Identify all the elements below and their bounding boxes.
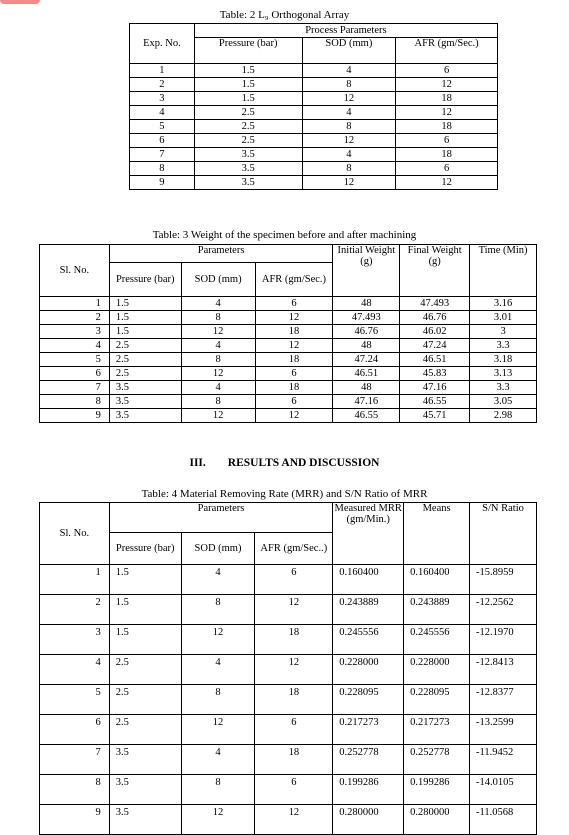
afr-cell: 18 (255, 685, 333, 715)
pressure-cell: 3.5 (109, 745, 181, 775)
specimen-weight-table (39, 244, 537, 423)
pressure-cell: 3.5 (109, 381, 181, 395)
sod-cell: 12 (181, 625, 255, 655)
afr-cell: 12 (396, 106, 498, 120)
measured-mrr-cell: 0.245556 (333, 625, 404, 655)
afr-header: AFR (gm/Sec.) (396, 38, 498, 64)
means-cell: 0.199286 (404, 775, 470, 805)
time-cell: 3.3 (470, 381, 537, 395)
sod-cell: 4 (181, 297, 255, 311)
sod-cell: 4 (302, 64, 396, 78)
table-row (130, 78, 498, 92)
sod-cell: 12 (302, 134, 396, 148)
pressure-cell: 3.5 (109, 805, 181, 835)
exp-no-cell: 3 (130, 92, 195, 106)
sn-ratio-cell: -12.1970 (470, 625, 537, 655)
pressure-cell: 3.5 (194, 162, 302, 176)
sl-no-cell: 4 (40, 655, 110, 685)
table-row (130, 148, 498, 162)
pressure-cell: 2.5 (109, 655, 181, 685)
pressure-cell: 1.5 (194, 64, 302, 78)
pressure-cell: 1.5 (194, 78, 302, 92)
pressure-cell: 2.5 (194, 120, 302, 134)
exp-no-cell: 1 (130, 64, 195, 78)
table-row (40, 297, 537, 311)
afr-cell: 6 (255, 297, 333, 311)
sod-cell: 8 (181, 595, 255, 625)
initial-weight-cell: 46.76 (333, 325, 400, 339)
table-row (40, 367, 537, 381)
time-cell: 3.16 (470, 297, 537, 311)
sl-no-cell: 2 (40, 595, 110, 625)
time-header: Time (Min) (470, 245, 537, 297)
sn-ratio-cell: -13.2599 (470, 715, 537, 745)
sod-header: SOD (mm) (181, 533, 255, 565)
sod-cell: 4 (302, 106, 396, 120)
parameters-header: Parameters (109, 245, 333, 263)
section-number: III. (189, 457, 206, 469)
pressure-cell: 2.5 (109, 353, 181, 367)
sn-ratio-cell: -11.0568 (470, 805, 537, 835)
exp-no-cell: 7 (130, 148, 195, 162)
sn-ratio-cell: -12.8377 (470, 685, 537, 715)
afr-cell: 18 (255, 353, 333, 367)
table-row (40, 409, 537, 423)
table-row (130, 120, 498, 134)
final-weight-cell: 45.71 (400, 409, 470, 423)
exp-no-cell: 5 (130, 120, 195, 134)
sod-cell: 4 (181, 655, 255, 685)
initial-weight-cell: 47.16 (333, 395, 400, 409)
afr-cell: 18 (255, 745, 333, 775)
afr-cell: 18 (396, 92, 498, 106)
measured-mrr-cell: 0.199286 (333, 775, 404, 805)
sl-no-cell: 9 (40, 805, 110, 835)
sod-cell: 4 (181, 565, 255, 595)
sod-cell: 8 (181, 395, 255, 409)
means-cell: 0.228095 (404, 685, 470, 715)
pressure-cell: 1.5 (109, 311, 181, 325)
exp-no-cell: 4 (130, 106, 195, 120)
final-weight-header: Final Weight (g) (400, 245, 470, 297)
sn-ratio-cell: -12.8413 (470, 655, 537, 685)
sod-cell: 8 (181, 685, 255, 715)
pressure-cell: 2.5 (109, 339, 181, 353)
pressure-cell: 2.5 (194, 134, 302, 148)
orthogonal-array-table (129, 23, 498, 190)
table-row (40, 745, 537, 775)
initial-weight-cell: 47.493 (333, 311, 400, 325)
table-4-caption: Table: 4 Material Removing Rate (MRR) and S/N Ratio of MRR (141, 488, 428, 500)
afr-cell: 12 (255, 339, 333, 353)
final-weight-cell: 46.55 (400, 395, 470, 409)
pressure-cell: 1.5 (194, 92, 302, 106)
sl-no-cell: 1 (40, 565, 110, 595)
pressure-cell: 3.5 (194, 176, 302, 190)
measured-mrr-cell: 0.252778 (333, 745, 404, 775)
afr-cell: 18 (255, 381, 333, 395)
exp-no-header: Exp. No. (130, 24, 195, 64)
final-weight-cell: 47.24 (400, 339, 470, 353)
pressure-cell: 1.5 (109, 325, 181, 339)
final-weight-cell: 46.51 (400, 353, 470, 367)
exp-no-cell: 9 (130, 176, 195, 190)
means-cell: 0.280000 (404, 805, 470, 835)
table-row (40, 685, 537, 715)
final-weight-cell: 47.493 (400, 297, 470, 311)
time-cell: 3.01 (470, 311, 537, 325)
sl-no-cell: 6 (40, 367, 110, 381)
afr-cell: 6 (396, 64, 498, 78)
section-heading (0, 457, 569, 469)
table-row (130, 106, 498, 120)
means-cell: 0.160400 (404, 565, 470, 595)
time-cell: 3.13 (470, 367, 537, 381)
sl-no-header: Sl. No. (40, 503, 110, 565)
afr-cell: 6 (255, 395, 333, 409)
pressure-cell: 2.5 (109, 715, 181, 745)
afr-header: AFR (gm/Sec..) (255, 533, 333, 565)
sl-no-cell: 4 (40, 339, 110, 353)
measured-mrr-cell: 0.228000 (333, 655, 404, 685)
sl-no-cell: 6 (40, 715, 110, 745)
pressure-header: Pressure (bar) (194, 38, 302, 64)
afr-cell: 6 (255, 775, 333, 805)
pressure-cell: 3.5 (194, 148, 302, 162)
means-cell: 0.245556 (404, 625, 470, 655)
sod-cell: 12 (181, 715, 255, 745)
means-cell: 0.228000 (404, 655, 470, 685)
afr-cell: 6 (255, 367, 333, 381)
time-cell: 3.05 (470, 395, 537, 409)
initial-weight-cell: 48 (333, 381, 400, 395)
sl-no-cell: 1 (40, 297, 110, 311)
sod-cell: 12 (181, 367, 255, 381)
table-row (130, 134, 498, 148)
sod-cell: 8 (181, 353, 255, 367)
table-row (130, 162, 498, 176)
afr-cell: 12 (255, 595, 333, 625)
sod-header: SOD (mm) (181, 263, 255, 297)
means-cell: 0.243889 (404, 595, 470, 625)
process-parameters-header: Process Parameters (194, 24, 497, 38)
afr-cell: 18 (396, 148, 498, 162)
measured-mrr-header: Measured MRR (gm/Min.) (333, 503, 404, 565)
table-row (130, 176, 498, 190)
initial-weight-cell: 47.24 (333, 353, 400, 367)
initial-weight-cell: 48 (333, 339, 400, 353)
table-row (40, 775, 537, 805)
sod-cell: 12 (302, 176, 396, 190)
afr-cell: 12 (255, 655, 333, 685)
afr-cell: 12 (255, 805, 333, 835)
table-row (40, 625, 537, 655)
measured-mrr-cell: 0.217273 (333, 715, 404, 745)
measured-mrr-cell: 0.243889 (333, 595, 404, 625)
sod-cell: 12 (181, 805, 255, 835)
time-cell: 2.98 (470, 409, 537, 423)
sod-header: SOD (mm) (302, 38, 396, 64)
means-header: Means (404, 503, 470, 565)
table-row (40, 655, 537, 685)
pressure-cell: 2.5 (194, 106, 302, 120)
pressure-cell: 3.5 (109, 395, 181, 409)
afr-cell: 18 (396, 120, 498, 134)
afr-cell: 12 (396, 78, 498, 92)
final-weight-cell: 47.16 (400, 381, 470, 395)
sod-cell: 8 (302, 162, 396, 176)
table-row (130, 92, 498, 106)
sl-no-cell: 9 (40, 409, 110, 423)
measured-mrr-cell: 0.228095 (333, 685, 404, 715)
sod-cell: 12 (302, 92, 396, 106)
table-row (130, 64, 498, 78)
initial-weight-cell: 48 (333, 297, 400, 311)
sl-no-cell: 7 (40, 745, 110, 775)
pressure-cell: 2.5 (109, 685, 181, 715)
sod-cell: 8 (302, 120, 396, 134)
sl-no-cell: 3 (40, 325, 110, 339)
sl-no-cell: 5 (40, 685, 110, 715)
afr-cell: 6 (255, 715, 333, 745)
afr-cell: 18 (255, 625, 333, 655)
sn-ratio-cell: -15.8959 (470, 565, 537, 595)
exp-no-cell: 2 (130, 78, 195, 92)
table-row (40, 339, 537, 353)
table-row (40, 595, 537, 625)
sod-cell: 8 (302, 78, 396, 92)
sn-ratio-header: S/N Ratio (470, 503, 537, 565)
sod-cell: 4 (302, 148, 396, 162)
initial-weight-cell: 46.55 (333, 409, 400, 423)
sl-no-cell: 8 (40, 775, 110, 805)
pressure-cell: 2.5 (109, 367, 181, 381)
table-row (40, 381, 537, 395)
afr-cell: 6 (396, 134, 498, 148)
sod-cell: 4 (181, 339, 255, 353)
table-row (40, 805, 537, 835)
sn-ratio-cell: -14.0105 (470, 775, 537, 805)
measured-mrr-cell: 0.160400 (333, 565, 404, 595)
sod-cell: 4 (181, 745, 255, 775)
sn-ratio-cell: -11.9452 (470, 745, 537, 775)
sod-cell: 12 (181, 325, 255, 339)
afr-header: AFR (gm/Sec.) (255, 263, 333, 297)
afr-cell: 12 (255, 409, 333, 423)
time-cell: 3.18 (470, 353, 537, 367)
afr-cell: 18 (255, 325, 333, 339)
sod-cell: 8 (181, 775, 255, 805)
exp-no-cell: 6 (130, 134, 195, 148)
afr-cell: 6 (255, 565, 333, 595)
final-weight-cell: 46.02 (400, 325, 470, 339)
pressure-cell: 3.5 (109, 409, 181, 423)
table-2-caption: Table: 2 L₉ Orthogonal Array (219, 9, 350, 21)
page-corner-accent (0, 0, 40, 4)
sl-no-cell: 5 (40, 353, 110, 367)
time-cell: 3.3 (470, 339, 537, 353)
table-row (40, 395, 537, 409)
sl-no-cell: 2 (40, 311, 110, 325)
initial-weight-cell: 46.51 (333, 367, 400, 381)
section-title: RESULTS AND DISCUSSION (227, 457, 380, 469)
table-row (40, 565, 537, 595)
table-row (40, 325, 537, 339)
afr-cell: 12 (396, 176, 498, 190)
pressure-cell: 1.5 (109, 297, 181, 311)
pressure-cell: 3.5 (109, 775, 181, 805)
table-row (40, 311, 537, 325)
table-row (40, 715, 537, 745)
time-cell: 3 (470, 325, 537, 339)
sl-no-header: Sl. No. (40, 245, 110, 297)
sod-cell: 12 (181, 409, 255, 423)
sod-cell: 4 (181, 381, 255, 395)
table-3-caption: Table: 3 Weight of the specimen before and after machining (152, 229, 417, 241)
pressure-header: Pressure (bar) (109, 533, 181, 565)
pressure-cell: 1.5 (109, 565, 181, 595)
table-row (40, 353, 537, 367)
sn-ratio-cell: -12.2562 (470, 595, 537, 625)
final-weight-cell: 45.83 (400, 367, 470, 381)
parameters-header: Parameters (109, 503, 332, 533)
sl-no-cell: 7 (40, 381, 110, 395)
sod-cell: 8 (181, 311, 255, 325)
exp-no-cell: 8 (130, 162, 195, 176)
means-cell: 0.252778 (404, 745, 470, 775)
sl-no-cell: 8 (40, 395, 110, 409)
afr-cell: 12 (255, 311, 333, 325)
pressure-cell: 1.5 (109, 595, 181, 625)
sl-no-cell: 3 (40, 625, 110, 655)
measured-mrr-cell: 0.280000 (333, 805, 404, 835)
final-weight-cell: 46.76 (400, 311, 470, 325)
mrr-sn-ratio-table (39, 502, 537, 835)
means-cell: 0.217273 (404, 715, 470, 745)
afr-cell: 6 (396, 162, 498, 176)
pressure-header: Pressure (bar) (109, 263, 181, 297)
pressure-cell: 1.5 (109, 625, 181, 655)
initial-weight-header: Initial Weight (g) (333, 245, 400, 297)
